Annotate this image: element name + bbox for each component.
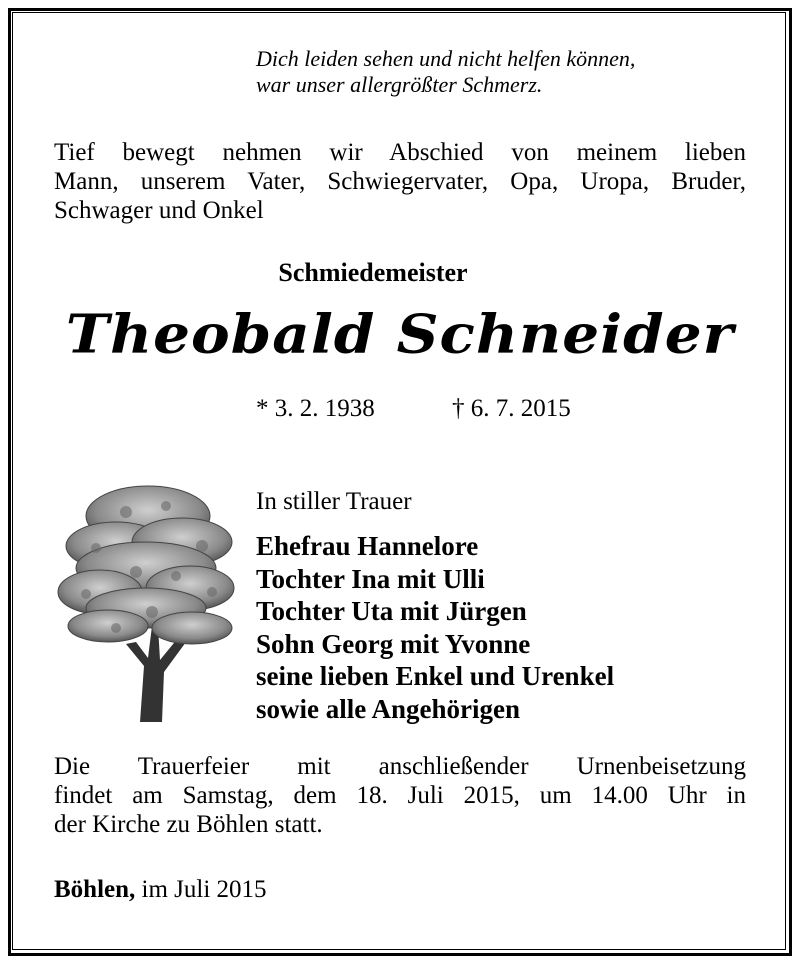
ceremony-line-1: Die Trauerfeier mit anschließender Urnenbeisetzung [54,753,746,780]
mourner-item: Tochter Uta mit Jürgen [256,596,527,626]
deceased-name: Theobald Schneider [65,302,735,366]
motto-quote [256,46,635,98]
intro-line-2: Mann, unserem Vater, Schwiegervater, Opa, Uropa, Bruder, [54,168,746,195]
mourner-item: sowie alle Angehörigen [256,693,520,724]
ceremony-text [54,752,746,839]
mourners-list [256,530,614,725]
closing-date: im Juli 2015 [141,876,267,903]
deceased-title: Schmiedemeister [278,258,468,287]
mourners-lead: In stiller Trauer [256,488,412,515]
motto-line-1: Dich leiden sehen und nicht helfen können, [256,46,636,71]
intro-line-1: Tief bewegt nehmen wir Abschied von meinem lieben [54,139,746,166]
mourner-item: Sohn Georg mit Yvonne [256,628,531,659]
mourner-item: Tochter Ina mit Ulli [256,563,485,594]
ceremony-line-2: findet am Samstag, dem 18. Juli 2015, um 14.00 Uhr in [54,782,746,809]
intro-line-3: Schwager und Onkel [54,197,264,224]
intro-text [54,138,746,225]
birth-date: * 3. 2. 1938 [256,395,375,422]
motto-line-2: war unser allergrößter Schmerz. [256,72,543,97]
closing-place: Böhlen, [54,876,136,903]
ceremony-line-3: der Kirche zu Böhlen statt. [54,811,323,838]
death-date: † 6. 7. 2015 [452,395,571,422]
tree-icon [56,476,238,722]
mourner-item: Ehefrau Hannelore [256,531,479,561]
closing-line [54,876,267,904]
mourner-item: seine lieben Enkel und Urenkel [256,661,615,691]
